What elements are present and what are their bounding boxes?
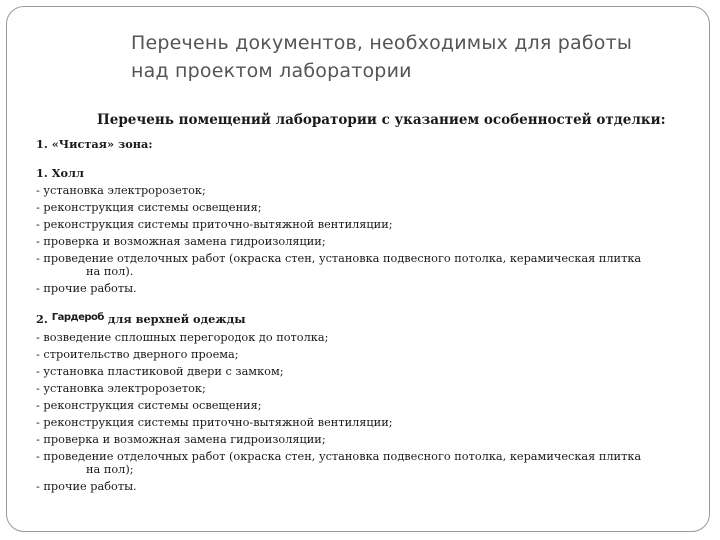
list-item: - реконструкция системы освещения;	[36, 201, 262, 214]
list-item: - прочие работы.	[36, 282, 137, 295]
section-number: 2.	[36, 312, 48, 326]
list-item-continuation: на пол);	[86, 463, 134, 476]
slide-title	[131, 29, 691, 85]
section-heading-wardrobe	[36, 311, 686, 329]
title-line-2: над проектом лаборатории	[131, 60, 412, 82]
list-item: - проведение отделочных работ (окраска стен, установка подвесного потолка, керамическая плитка	[36, 450, 642, 463]
list-item: - проведение отделочных работ (окраска стен, установка подвесного потолка, керамическая плитка	[36, 252, 642, 265]
section-heading-rest: для верхней одежды	[107, 312, 246, 326]
spacer	[36, 297, 686, 311]
title-line-1: Перечень документов, необходимых для работы	[131, 32, 633, 54]
list-item: - прочие работы.	[36, 480, 137, 493]
list-item: - установка электророзеток;	[36, 184, 206, 197]
list-item: - реконструкция системы приточно-вытяжной вентиляции;	[36, 218, 393, 231]
section-heading-hall: 1. Холл	[36, 166, 84, 180]
list-item: - возведение сплошных перегородок до потолка;	[36, 331, 329, 344]
list-item: - проверка и возможная замена гидроизоляции;	[36, 433, 326, 446]
list-item: - установка пластиковой двери с замком;	[36, 365, 284, 378]
list-item: - проверка и возможная замена гидроизоляции;	[36, 235, 326, 248]
list-item: - реконструкция системы освещения;	[36, 399, 262, 412]
document-body	[36, 136, 686, 495]
section-subtitle: Перечень помещений лаборатории с указанием особенностей отделки:	[97, 112, 666, 128]
zone-heading: 1. «Чистая» зона:	[36, 137, 153, 151]
list-item: - реконструкция системы приточно-вытяжной вентиляции;	[36, 416, 393, 429]
list-item: - установка электророзеток;	[36, 382, 206, 395]
room-label: Гардероб	[51, 312, 104, 323]
list-item: - строительство дверного проема;	[36, 348, 239, 361]
list-item-continuation: на пол).	[86, 265, 134, 278]
